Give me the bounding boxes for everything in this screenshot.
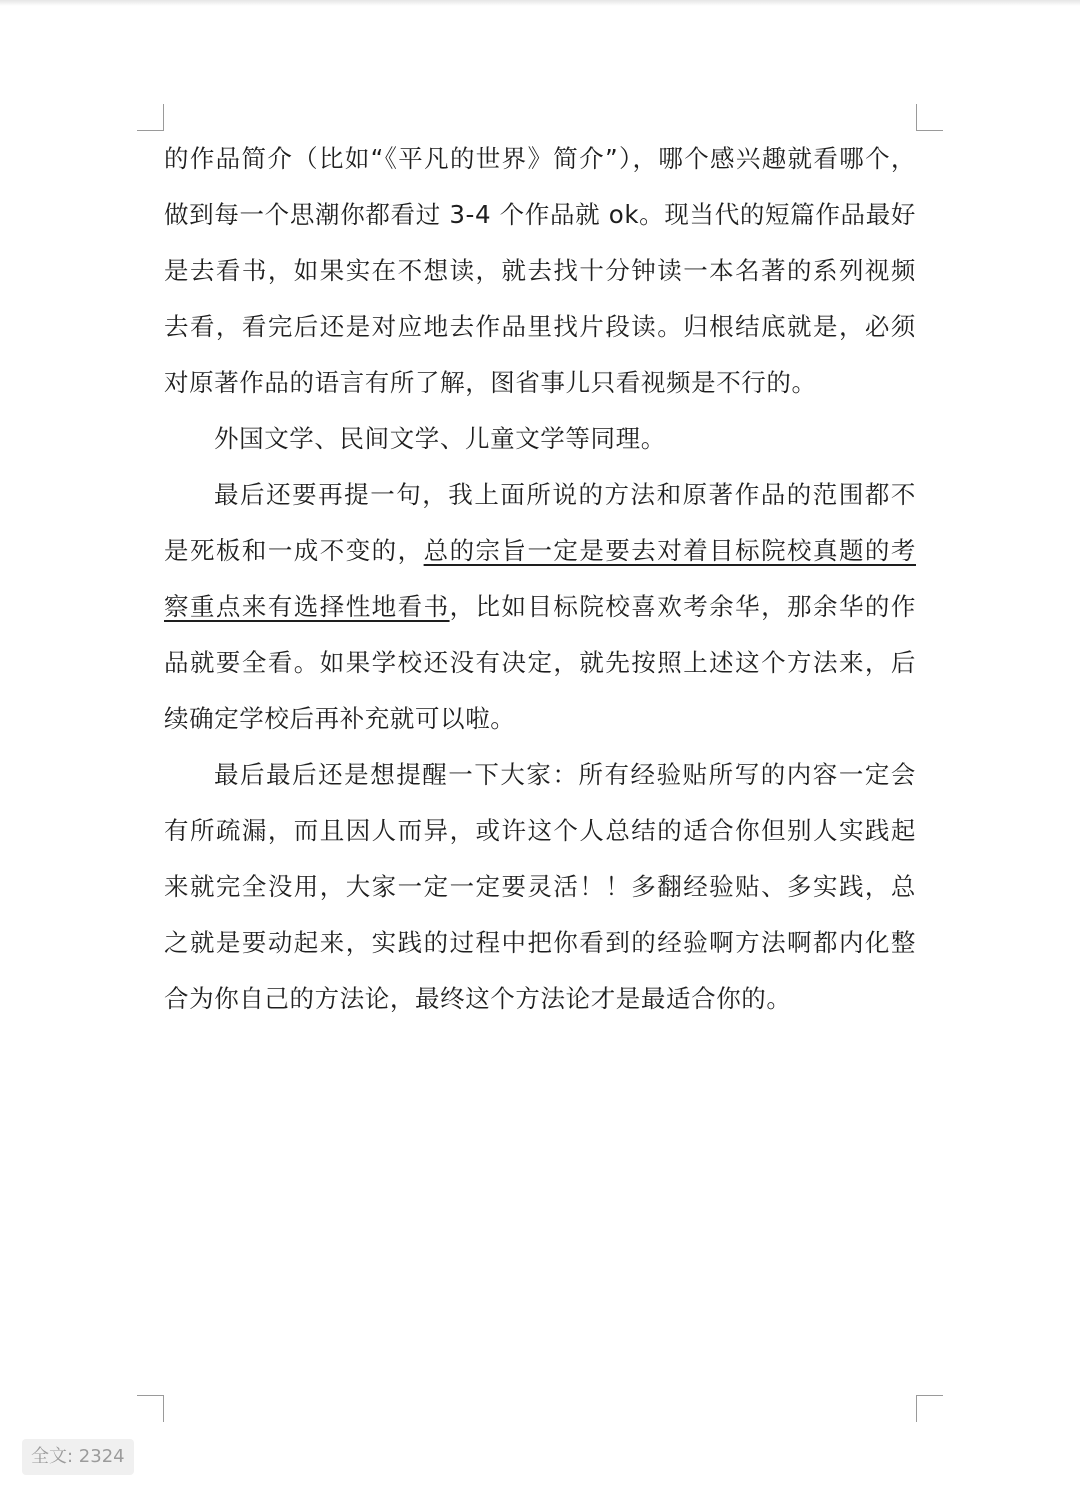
document-body[interactable] bbox=[164, 131, 916, 1027]
paragraph-text: 外国文学、民间文学、儿童文学等同理。 bbox=[214, 424, 666, 453]
underlined-text: 总的宗旨一定是要去对着目标院校真题的考察重点来有选择性地看书 bbox=[164, 536, 916, 621]
paragraph-text: 最后还要再提一句，我上面所说的方法和原著作品的范围都不是死板和一成不变的， bbox=[164, 480, 916, 565]
margin-corner-bottom-left bbox=[137, 1395, 164, 1422]
margin-corner-top-right bbox=[916, 104, 943, 131]
margin-corner-top-left bbox=[137, 104, 164, 131]
paragraph-1 bbox=[164, 131, 916, 411]
margin-corner-bottom-right bbox=[916, 1395, 943, 1422]
paragraph-2 bbox=[164, 411, 916, 467]
paragraph-4 bbox=[164, 747, 916, 1027]
top-shadow bbox=[0, 0, 1080, 6]
paragraph-3 bbox=[164, 467, 916, 747]
paragraph-text: 的作品简介（比如“《平凡的世界》简介”），哪个感兴趣就看哪个，做到每一个思潮你都看过 3-4 个作品就 ok。现当代的短篇作品最好是去看书，如果实在不想读，就去找十分钟读一本名著的系列视频去看，看完后还是对应地去作品里找片段读。归根结底就是，必须对原著作品的语言有所了解，图省事儿只看视频是不行的。 bbox=[164, 144, 916, 397]
word-count-badge[interactable]: 全文: 2324 bbox=[22, 1439, 134, 1475]
paragraph-text: ，比如目标院校喜欢考余华，那余华的作品就要全看。如果学校还没有决定，就先按照上述这个方法来，后续确定学校后再补充就可以啦。 bbox=[164, 592, 916, 733]
paragraph-text: 最后最后还是想提醒一下大家：所有经验贴所写的内容一定会有所疏漏，而且因人而异，或许这个人总结的适合你但别人实践起来就完全没用，大家一定一定要灵活！！多翻经验贴、多实践，总之就是要动起来，实践的过程中把你看到的经验啊方法啊都内化整合为你自己的方法论，最终这个方法论才是最适合你的。 bbox=[164, 760, 916, 1013]
